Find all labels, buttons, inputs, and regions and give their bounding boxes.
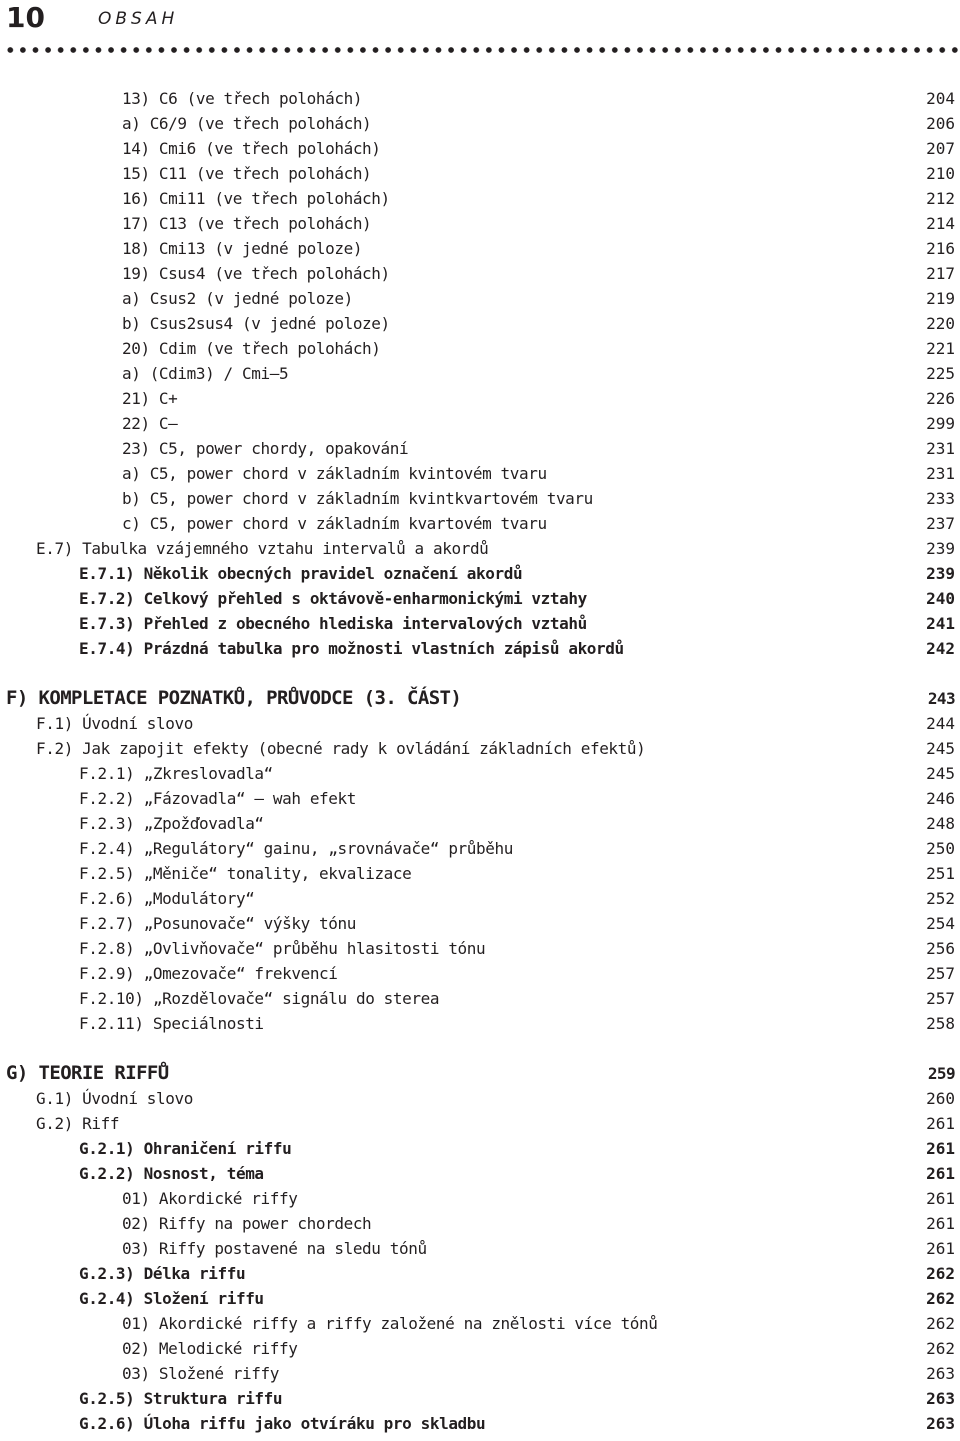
- toc-row[interactable]: [0, 1011, 960, 1036]
- toc-entry-title: E.7.2) Celkový přehled s oktávově-enharmonickými vztahy: [79, 589, 587, 608]
- toc-row[interactable]: [0, 886, 960, 911]
- toc-entry-title: F.1) Úvodní slovo: [36, 714, 193, 733]
- toc-page-number: 259: [927, 1064, 955, 1083]
- toc-entry-title: 23) C5, power chordy, opakování: [122, 439, 409, 458]
- toc-page-number: 262: [926, 1314, 955, 1333]
- toc-page-number: 242: [926, 639, 955, 658]
- toc-page-number: 225: [926, 364, 955, 383]
- toc-page-number: 262: [926, 1264, 955, 1283]
- toc-page-number: 261: [926, 1139, 955, 1158]
- toc-page-number: 261: [926, 1239, 955, 1258]
- toc-entry-title: 02) Melodické riffy: [122, 1339, 298, 1358]
- toc-page-number: 252: [926, 889, 955, 908]
- toc-entry-title: c) C5, power chord v základním kvartovém tvaru: [122, 514, 547, 533]
- toc-page-number: 207: [926, 139, 955, 158]
- toc-entry-title: G.1) Úvodní slovo: [36, 1089, 193, 1108]
- toc-entry-title: 03) Riffy postavené na sledu tónů: [122, 1239, 427, 1258]
- toc-row[interactable]: [0, 986, 960, 1011]
- toc-page-number: 262: [926, 1339, 955, 1358]
- toc-row[interactable]: [0, 186, 960, 211]
- toc-row[interactable]: [0, 611, 960, 636]
- toc-row[interactable]: [0, 861, 960, 886]
- page-header: [0, 0, 960, 60]
- toc-entry-title: F.2.4) „Regulátory“ gainu, „srovnávače“ průběhu: [79, 839, 513, 858]
- toc-row[interactable]: [0, 961, 960, 986]
- toc-page-number: 212: [926, 189, 955, 208]
- toc-entry-title: G.2.6) Úloha riffu jako otvíráku pro skladbu: [79, 1414, 486, 1433]
- toc-row[interactable]: [0, 1236, 960, 1261]
- toc-page-number: 246: [926, 789, 955, 808]
- toc-row[interactable]: [0, 136, 960, 161]
- toc-row[interactable]: [0, 236, 960, 261]
- toc-entry-title: E.7.3) Přehled z obecného hlediska intervalových vztahů: [79, 614, 587, 633]
- toc-entry-title: F.2.8) „Ovlivňovače“ průběhu hlasitosti tónu: [79, 939, 486, 958]
- toc-row[interactable]: [0, 586, 960, 611]
- toc-entry-title: E.7.1) Několik obecných pravidel označení akordů: [79, 564, 523, 583]
- toc-entry-title: G) TEORIE RIFFŮ: [6, 1062, 169, 1084]
- toc-page-number: 239: [926, 564, 955, 583]
- toc-row[interactable]: [0, 936, 960, 961]
- toc-page-number: 220: [926, 314, 955, 333]
- toc-page-number: 245: [926, 764, 955, 783]
- toc-page-number: 256: [926, 939, 955, 958]
- toc-page-number: 237: [926, 514, 955, 533]
- toc-entry-title: a) C6/9 (ve třech polohách): [122, 114, 372, 133]
- toc-entry-title: 20) Cdim (ve třech polohách): [122, 339, 381, 358]
- toc-page-number: 263: [926, 1414, 955, 1433]
- toc-page-number: 263: [926, 1364, 955, 1383]
- toc-row[interactable]: [0, 1086, 960, 1111]
- toc-entry-title: F.2.2) „Fázovadla“ – wah efekt: [79, 789, 356, 808]
- toc-page-number: 263: [926, 1389, 955, 1408]
- toc-row[interactable]: [0, 811, 960, 836]
- toc-page-number: 206: [926, 114, 955, 133]
- toc-row[interactable]: [0, 786, 960, 811]
- toc-row[interactable]: [0, 1111, 960, 1136]
- toc-page-number: 250: [926, 839, 955, 858]
- toc-row[interactable]: [0, 411, 960, 436]
- toc-row[interactable]: [0, 486, 960, 511]
- toc-entry-title: E.7) Tabulka vzájemného vztahu intervalů a akordů: [36, 539, 489, 558]
- toc-entry-title: b) C5, power chord v základním kvintkvartovém tvaru: [122, 489, 593, 508]
- toc-entry-title: F.2.6) „Modulátory“: [79, 889, 255, 908]
- toc-page-number: 243: [927, 689, 955, 708]
- toc-entry-title: G.2.3) Délka riffu: [79, 1264, 246, 1283]
- toc-row[interactable]: [0, 1361, 960, 1386]
- toc-entry-title: 22) C–: [122, 414, 178, 433]
- dotted-divider: [4, 46, 958, 54]
- toc-row[interactable]: [0, 1161, 960, 1186]
- toc-row[interactable]: [0, 711, 960, 736]
- toc-entry-title: F.2.9) „Omezovače“ frekvencí: [79, 964, 338, 983]
- toc-row[interactable]: [0, 86, 960, 111]
- toc-row[interactable]: [0, 1186, 960, 1211]
- toc-page-number: 248: [926, 814, 955, 833]
- toc-entry-title: 01) Akordické riffy a riffy založené na znělosti více tónů: [122, 1314, 658, 1333]
- toc-entry-title: 19) Csus4 (ve třech polohách): [122, 264, 390, 283]
- toc-row[interactable]: [0, 211, 960, 236]
- toc-page-number: 261: [926, 1164, 955, 1183]
- toc-entry-title: 13) C6 (ve třech polohách): [122, 89, 363, 108]
- toc-entry-title: 21) C+: [122, 389, 178, 408]
- toc-page-number: 299: [926, 414, 955, 433]
- toc-row[interactable]: [0, 561, 960, 586]
- toc-entry-title: a) Csus2 (v jedné poloze): [122, 289, 353, 308]
- toc-row[interactable]: [0, 1211, 960, 1236]
- toc-row[interactable]: [0, 436, 960, 461]
- toc-page-number: 217: [926, 264, 955, 283]
- toc-page-number: 219: [926, 289, 955, 308]
- toc-row[interactable]: [0, 1261, 960, 1286]
- toc-row[interactable]: [0, 1136, 960, 1161]
- toc-page-number: 261: [926, 1114, 955, 1133]
- toc-row[interactable]: [0, 636, 960, 661]
- toc-row[interactable]: [0, 111, 960, 136]
- toc-chapter-row[interactable]: [0, 686, 960, 711]
- toc-entry-title: 01) Akordické riffy: [122, 1189, 298, 1208]
- toc-page-number: 262: [926, 1289, 955, 1308]
- toc-entry-title: a) (Cdim3) / Cmi–5: [122, 364, 289, 383]
- toc-row[interactable]: [0, 261, 960, 286]
- toc-row[interactable]: [0, 361, 960, 386]
- toc-page-number: 214: [926, 214, 955, 233]
- toc-page-number: 226: [926, 389, 955, 408]
- toc-page-number: 210: [926, 164, 955, 183]
- toc-entry-title: G.2.1) Ohraničení riffu: [79, 1139, 292, 1158]
- toc-entry-title: G.2) Riff: [36, 1114, 120, 1133]
- toc-page-number: 260: [926, 1089, 955, 1108]
- toc-entry-title: F.2.11) Speciálnosti: [79, 1014, 264, 1033]
- toc-entry-title: 14) Cmi6 (ve třech polohách): [122, 139, 381, 158]
- toc-page-number: 258: [926, 1014, 955, 1033]
- toc-row[interactable]: [0, 736, 960, 761]
- table-of-contents: [0, 86, 960, 1436]
- toc-page-number: 204: [926, 89, 955, 108]
- toc-entry-title: 16) Cmi11 (ve třech polohách): [122, 189, 390, 208]
- toc-row[interactable]: [0, 336, 960, 361]
- toc-row[interactable]: [0, 836, 960, 861]
- toc-entry-title: G.2.4) Složení riffu: [79, 1289, 264, 1308]
- toc-row[interactable]: [0, 1311, 960, 1336]
- toc-row[interactable]: [0, 911, 960, 936]
- toc-entry-title: G.2.2) Nosnost, téma: [79, 1164, 264, 1183]
- toc-entry-title: 02) Riffy na power chordech: [122, 1214, 372, 1233]
- toc-chapter-row[interactable]: [0, 1061, 960, 1086]
- toc-entry-title: F) KOMPLETACE POZNATKŮ, PRŮVODCE (3. ČÁST): [6, 687, 462, 709]
- toc-row[interactable]: [0, 161, 960, 186]
- toc-entry-title: F.2.10) „Rozdělovače“ signálu do sterea: [79, 989, 440, 1008]
- toc-page-number: 231: [926, 439, 955, 458]
- toc-entry-title: 03) Složené riffy: [122, 1364, 279, 1383]
- toc-entry-title: E.7.4) Prázdná tabulka pro možnosti vlastních zápisů akordů: [79, 639, 624, 658]
- toc-page-number: 257: [926, 989, 955, 1008]
- toc-row[interactable]: [0, 286, 960, 311]
- toc-row[interactable]: [0, 536, 960, 561]
- toc-page-number: 261: [926, 1189, 955, 1208]
- toc-page-number: 216: [926, 239, 955, 258]
- toc-page-number: 231: [926, 464, 955, 483]
- toc-page-number: 254: [926, 914, 955, 933]
- toc-page-number: 233: [926, 489, 955, 508]
- toc-entry-title: G.2.5) Struktura riffu: [79, 1389, 283, 1408]
- toc-entry-title: 15) C11 (ve třech polohách): [122, 164, 372, 183]
- toc-row[interactable]: [0, 311, 960, 336]
- toc-page-number: 244: [926, 714, 955, 733]
- toc-entry-title: F.2.5) „Měniče“ tonality, ekvalizace: [79, 864, 412, 883]
- toc-page-number: 245: [926, 739, 955, 758]
- toc-page-number: 239: [926, 539, 955, 558]
- toc-entry-title: F.2.1) „Zkreslovadla“: [79, 764, 273, 783]
- toc-row[interactable]: [0, 386, 960, 411]
- toc-page-number: 251: [926, 864, 955, 883]
- toc-entry-title: b) Csus2sus4 (v jedné poloze): [122, 314, 390, 333]
- toc-entry-title: F.2.3) „Zpožďovadla“: [79, 814, 264, 833]
- toc-row[interactable]: [0, 761, 960, 786]
- toc-entry-title: a) C5, power chord v základním kvintovém tvaru: [122, 464, 547, 483]
- toc-entry-title: 17) C13 (ve třech polohách): [122, 214, 372, 233]
- toc-row[interactable]: [0, 1336, 960, 1361]
- page-number: 10: [6, 1, 45, 34]
- toc-row[interactable]: [0, 1286, 960, 1311]
- toc-row[interactable]: [0, 1411, 960, 1436]
- toc-page-number: 240: [926, 589, 955, 608]
- toc-page-number: 221: [926, 339, 955, 358]
- toc-entry-title: 18) Cmi13 (v jedné poloze): [122, 239, 363, 258]
- toc-row[interactable]: [0, 1386, 960, 1411]
- toc-page-number: 257: [926, 964, 955, 983]
- toc-row[interactable]: [0, 461, 960, 486]
- toc-entry-title: F.2.7) „Posunovače“ výšky tónu: [79, 914, 356, 933]
- toc-entry-title: F.2) Jak zapojit efekty (obecné rady k ovládání základních efektů): [36, 739, 646, 758]
- section-title: OBSAH: [98, 9, 179, 29]
- toc-row[interactable]: [0, 511, 960, 536]
- toc-page-number: 241: [926, 614, 955, 633]
- toc-page-number: 261: [926, 1214, 955, 1233]
